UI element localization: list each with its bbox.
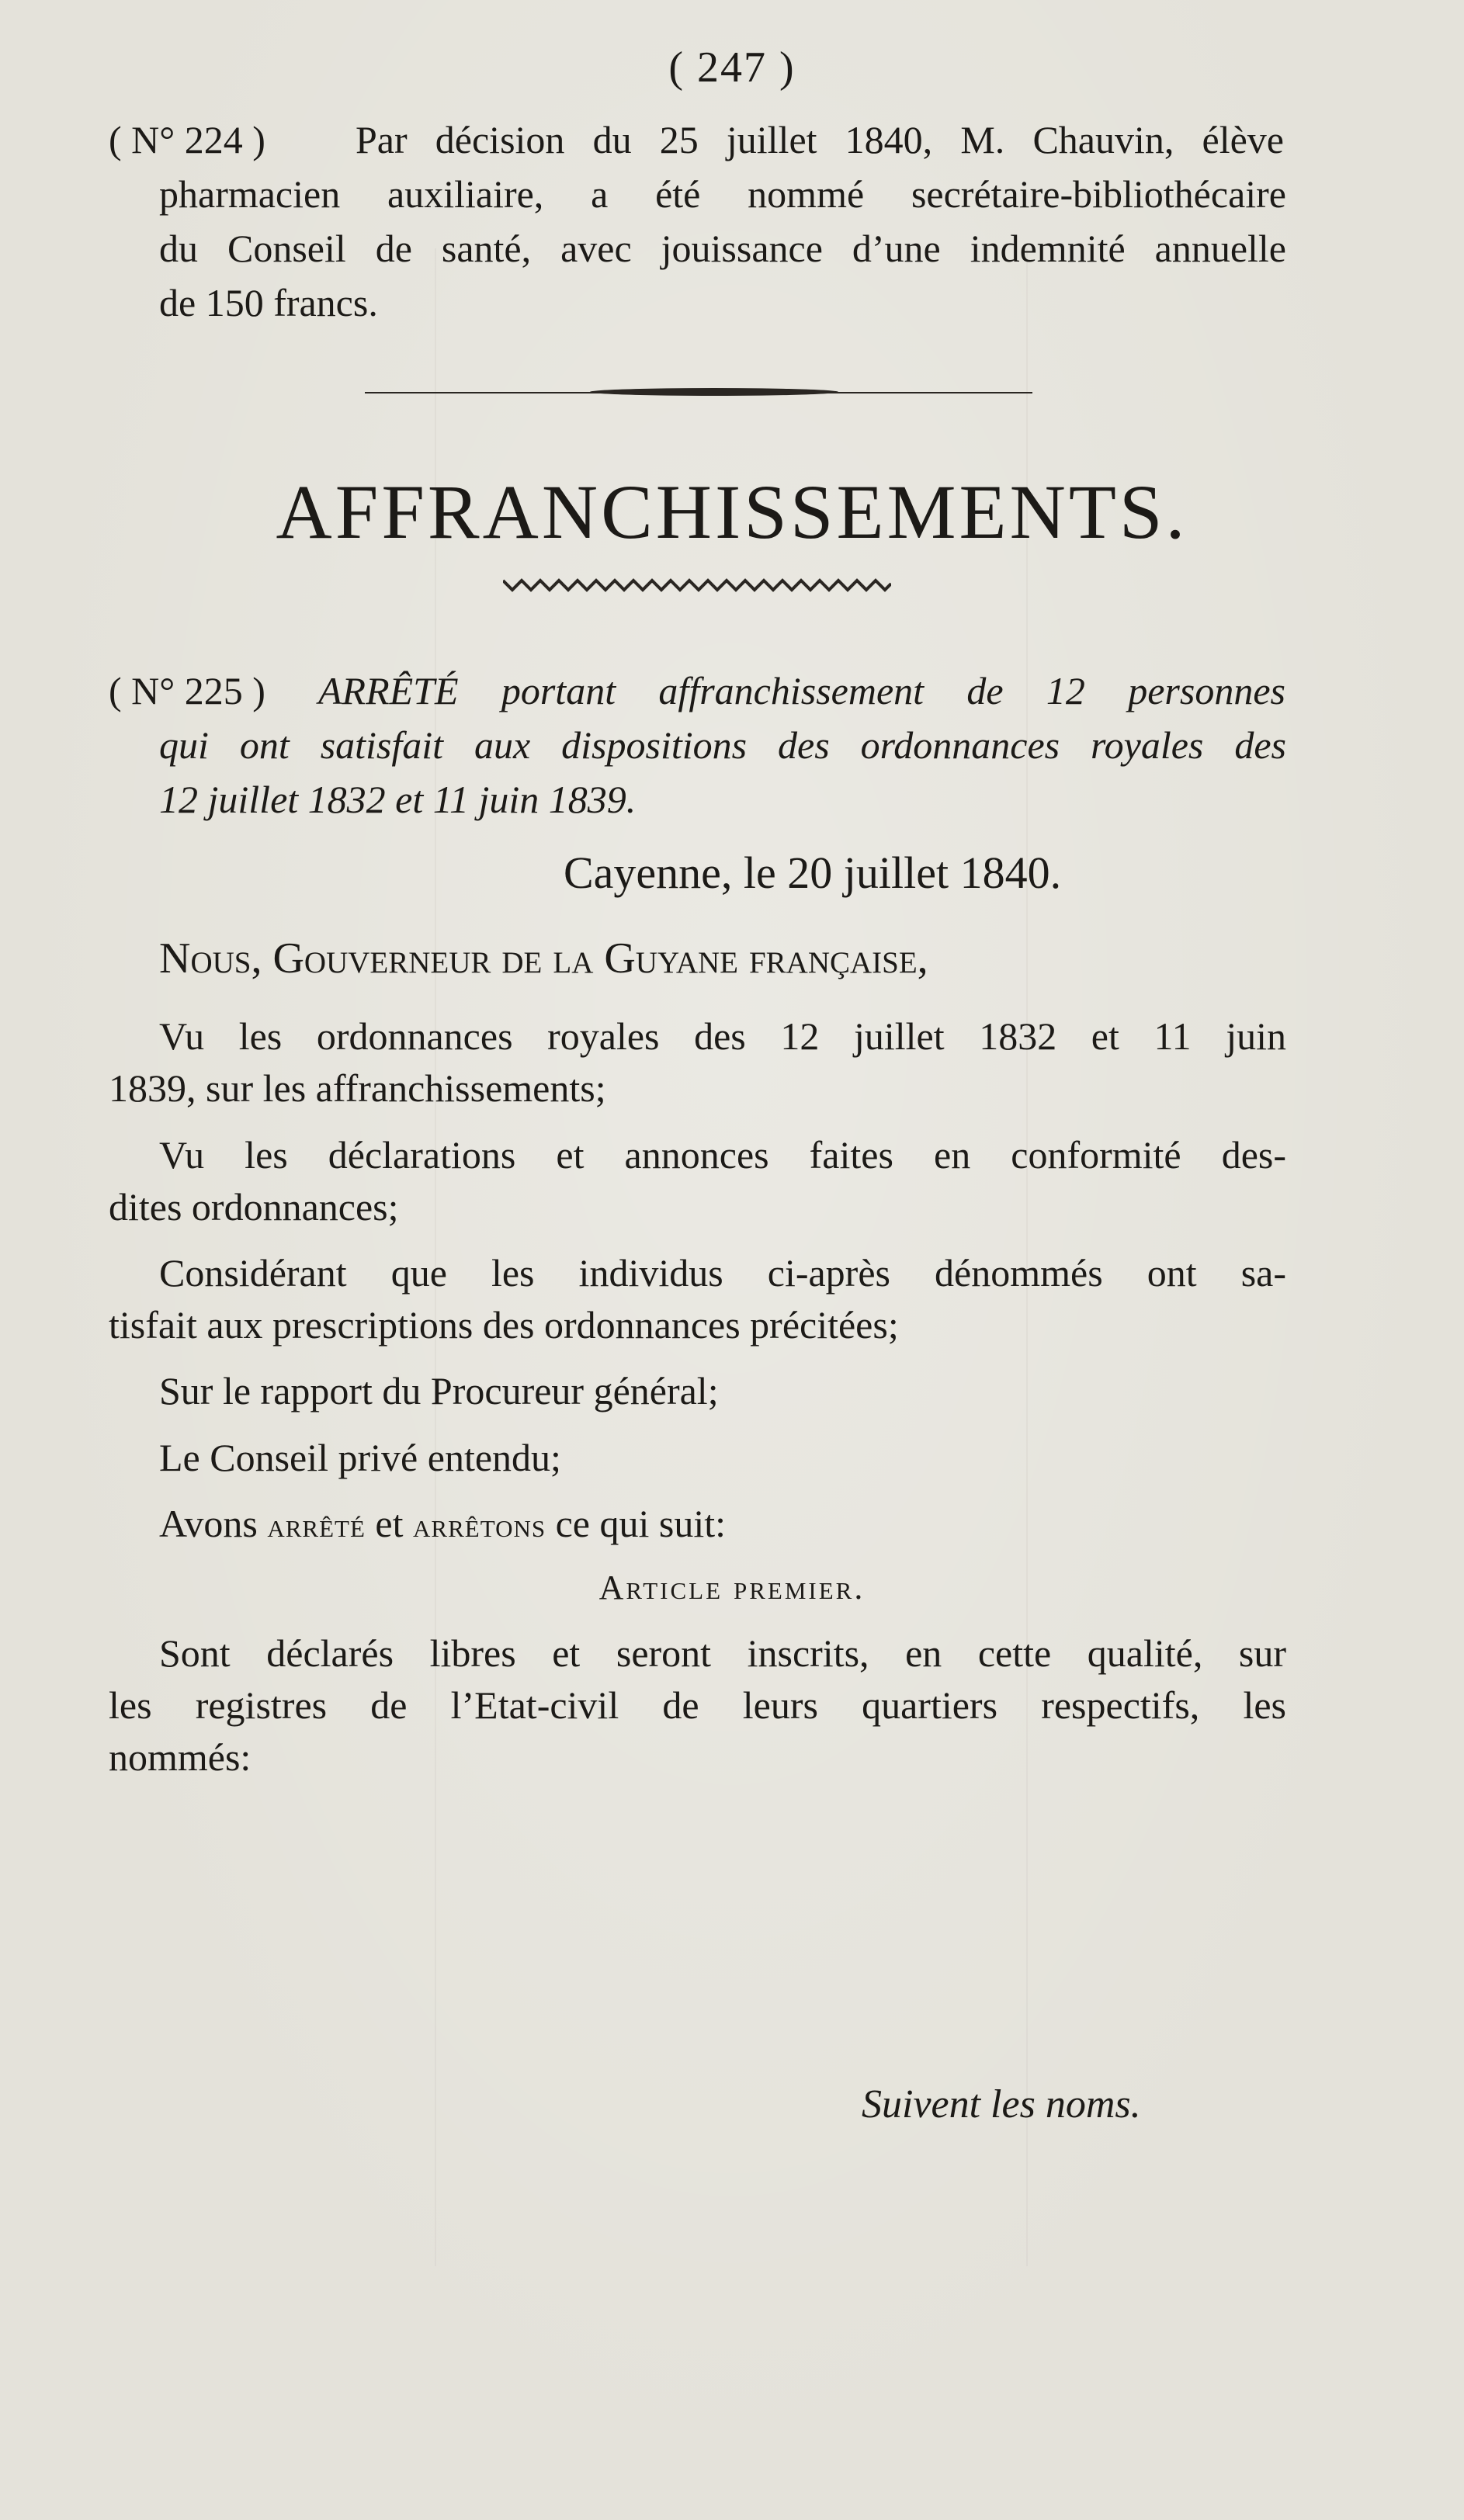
page-number: ( 247 ) xyxy=(668,43,796,92)
article-line-2: les registres de l’Etat-civil de leurs quartiers respectifs, les xyxy=(109,1683,1286,1727)
considerant-line-2: tisfait aux prescriptions des ordonnances précitées; xyxy=(109,1303,899,1347)
avons-et: et xyxy=(375,1502,404,1545)
notice-224-line-2: pharmacien auxiliaire, a été nommé secrétaire-bibliothécaire xyxy=(159,172,1286,216)
notice-225-title-line-1: ARRÊTÉ portant affranchissement de 12 personnes xyxy=(318,669,1285,712)
governor-line: Nous, Gouverneur de la Guyane française, xyxy=(159,934,928,983)
notice-225-number: ( N° 225 ) xyxy=(109,669,265,712)
article-line-3: nommés: xyxy=(109,1735,252,1779)
separator-rule-center xyxy=(590,388,838,396)
notice-225-title-line-2: qui ont satisfait aux dispositions des ordonnances royales des xyxy=(159,723,1286,767)
rapport-line: Sur le rapport du Procureur général; xyxy=(159,1369,719,1413)
zigzag-ornament xyxy=(503,576,891,594)
conseil-line: Le Conseil privé entendu; xyxy=(159,1436,561,1479)
place-date: Cayenne, le 20 juillet 1840. xyxy=(564,848,1062,898)
considerant-line-1: Considérant que les individus ci-après dénommés ont sa- xyxy=(159,1251,1286,1295)
avons-arretons: arrêtons xyxy=(413,1506,546,1544)
article-line-1: Sont déclarés libres et seront inscrits, en cette qualité, sur xyxy=(159,1631,1286,1675)
avons-arrete-line xyxy=(159,1500,726,1549)
notice-224-number: ( N° 224 ) xyxy=(109,118,265,161)
avons-prefix: Avons xyxy=(159,1502,258,1545)
avons-arrete: arrêté xyxy=(267,1506,366,1544)
notice-224-line-4: de 150 francs. xyxy=(159,281,378,324)
section-heading: AFFRANCHISSEMENTS. xyxy=(276,469,1188,555)
vu-ordonnances-line-1: Vu les ordonnances royales des 12 juillet 1832 et 11 juin xyxy=(159,1014,1286,1058)
vu-ordonnances-line-2: 1839, sur les affranchissements; xyxy=(109,1066,606,1110)
avons-suffix: ce qui suit: xyxy=(555,1502,727,1545)
notice-225-title-line-3: 12 juillet 1832 et 11 juin 1839. xyxy=(159,778,637,821)
suivent-les-noms: Suivent les noms. xyxy=(862,2082,1141,2127)
vu-declarations-line-1: Vu les déclarations et annonces faites en conformité des- xyxy=(159,1133,1286,1177)
article-heading: Article premier. xyxy=(598,1569,866,1607)
vu-declarations-line-2: dites ordonnances; xyxy=(109,1185,399,1229)
notice-224-line-1: Par décision du 25 juillet 1840, M. Chauvin, élève xyxy=(356,118,1284,161)
notice-224-line-3: du Conseil de santé, avec jouissance d’une indemnité annuelle xyxy=(159,227,1286,270)
